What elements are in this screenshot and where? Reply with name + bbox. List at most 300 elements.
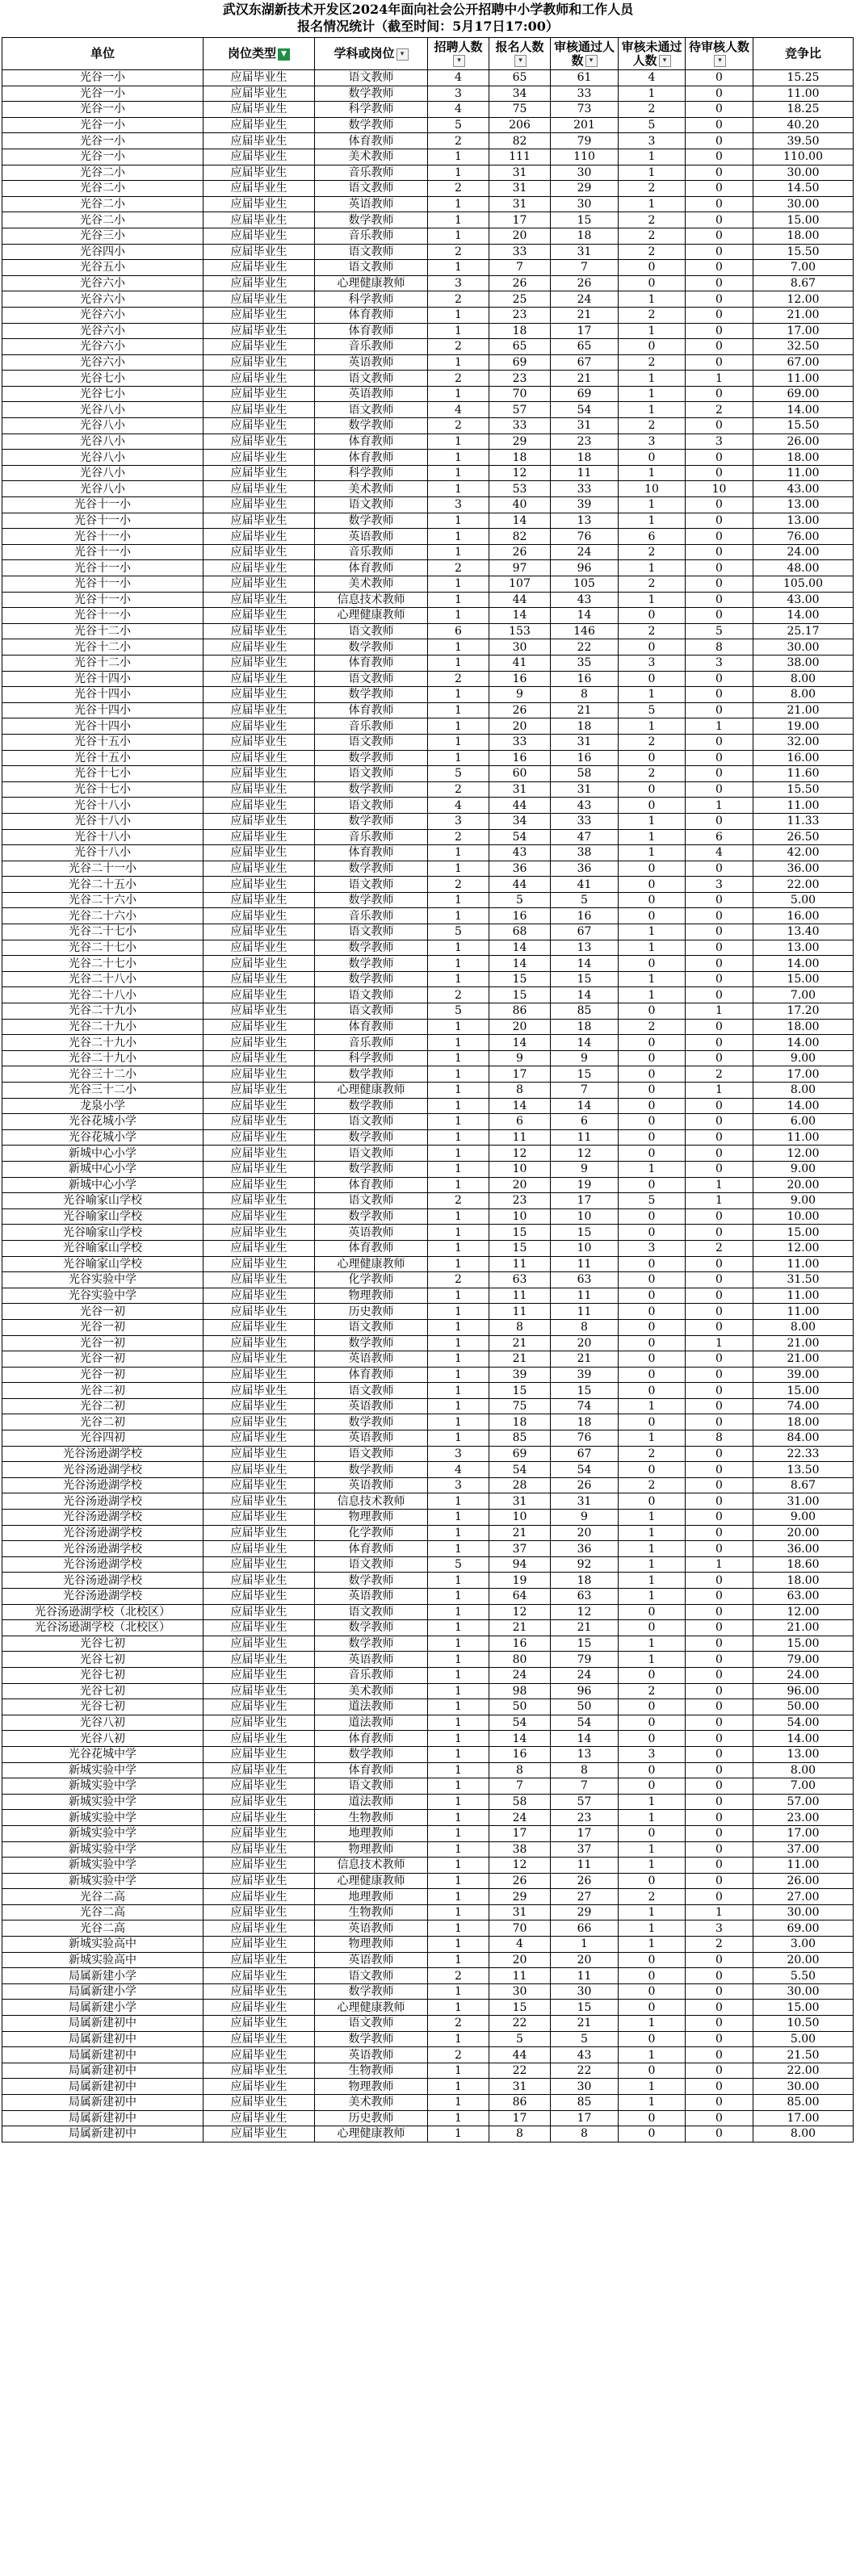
cell-failed[interactable]: 0 [619,1225,686,1241]
cell-unit[interactable]: 光谷十二小 [2,655,204,671]
cell-applicants[interactable]: 63 [489,1272,551,1288]
cell-subject[interactable]: 体育教师 [315,1019,428,1035]
cell-failed[interactable]: 0 [619,908,686,924]
cell-passed[interactable]: 31 [551,781,619,798]
cell-recruit[interactable]: 1 [428,1620,489,1636]
cell-applicants[interactable]: 44 [489,2047,551,2063]
cell-subject[interactable]: 数学教师 [315,639,428,656]
cell-post-type[interactable]: 应届毕业生 [204,275,315,291]
cell-recruit[interactable]: 1 [428,465,489,481]
cell-ratio[interactable]: 13.00 [753,497,854,513]
cell-passed[interactable]: 24 [551,291,619,308]
cell-post-type[interactable]: 应届毕业生 [204,1715,315,1731]
cell-recruit[interactable]: 2 [428,371,489,387]
cell-applicants[interactable]: 20 [489,228,551,244]
cell-unit[interactable]: 光谷二十九小 [2,1035,204,1051]
cell-failed[interactable]: 1 [619,1573,686,1589]
cell-passed[interactable]: 20 [551,1952,619,1968]
cell-post-type[interactable]: 应届毕业生 [204,70,315,86]
cell-applicants[interactable]: 18 [489,1414,551,1430]
header-failed[interactable] [619,38,686,70]
cell-ratio[interactable]: 18.00 [753,450,854,466]
cell-subject[interactable]: 语文教师 [315,244,428,260]
cell-passed[interactable]: 11 [551,1858,619,1874]
cell-applicants[interactable]: 36 [489,861,551,877]
cell-pending[interactable]: 1 [686,1335,753,1351]
cell-post-type[interactable]: 应届毕业生 [204,2063,315,2079]
cell-subject[interactable]: 语文教师 [315,1604,428,1620]
cell-recruit[interactable]: 5 [428,117,489,133]
cell-recruit[interactable]: 4 [428,70,489,86]
cell-post-type[interactable]: 应届毕业生 [204,1858,315,1874]
cell-pending[interactable]: 0 [686,1858,753,1874]
cell-unit[interactable]: 光谷汤逊湖学校 [2,1573,204,1589]
cell-recruit[interactable]: 1 [428,1161,489,1177]
cell-passed[interactable]: 29 [551,181,619,197]
cell-recruit[interactable]: 1 [428,2063,489,2079]
cell-post-type[interactable]: 应届毕业生 [204,655,315,671]
cell-failed[interactable]: 1 [619,1636,686,1652]
cell-unit[interactable]: 新城实验中学 [2,1841,204,1858]
cell-ratio[interactable]: 13.40 [753,924,854,940]
cell-ratio[interactable]: 24.00 [753,544,854,560]
cell-subject[interactable]: 语文教师 [315,877,428,893]
cell-recruit[interactable]: 1 [428,734,489,750]
cell-ratio[interactable]: 5.50 [753,1968,854,1984]
cell-passed[interactable]: 15 [551,1066,619,1083]
cell-passed[interactable]: 21 [551,702,619,718]
cell-ratio[interactable]: 8.00 [753,1762,854,1778]
cell-applicants[interactable]: 70 [489,386,551,402]
cell-post-type[interactable]: 应届毕业生 [204,1430,315,1447]
cell-pending[interactable]: 0 [686,196,753,212]
cell-ratio[interactable]: 39.50 [753,133,854,149]
cell-failed[interactable]: 0 [619,1699,686,1715]
cell-recruit[interactable]: 3 [428,275,489,291]
cell-post-type[interactable]: 应届毕业生 [204,1050,315,1066]
cell-recruit[interactable]: 1 [428,1746,489,1762]
cell-subject[interactable]: 英语教师 [315,1652,428,1668]
cell-pending[interactable]: 0 [686,339,753,355]
cell-pending[interactable]: 3 [686,1920,753,1937]
cell-failed[interactable]: 1 [619,1510,686,1526]
cell-applicants[interactable]: 17 [489,1066,551,1083]
cell-pending[interactable]: 0 [686,1604,753,1620]
cell-unit[interactable]: 光谷八初 [2,1715,204,1731]
cell-unit[interactable]: 光谷一小 [2,149,204,165]
cell-failed[interactable]: 10 [619,481,686,497]
cell-post-type[interactable]: 应届毕业生 [204,513,315,529]
filter-active-icon[interactable]: ▼ [278,48,290,61]
cell-recruit[interactable]: 1 [428,196,489,212]
cell-subject[interactable]: 音乐教师 [315,165,428,181]
cell-recruit[interactable]: 1 [428,702,489,718]
cell-post-type[interactable]: 应届毕业生 [204,1920,315,1937]
cell-ratio[interactable]: 32.50 [753,339,854,355]
cell-pending[interactable]: 0 [686,1146,753,1162]
cell-pending[interactable]: 0 [686,102,753,118]
cell-passed[interactable]: 30 [551,196,619,212]
cell-ratio[interactable]: 14.00 [753,1731,854,1747]
cell-passed[interactable]: 24 [551,1667,619,1683]
cell-failed[interactable]: 0 [619,1983,686,2000]
cell-recruit[interactable]: 3 [428,813,489,829]
cell-subject[interactable]: 语文教师 [315,987,428,1003]
cell-pending[interactable]: 0 [686,1161,753,1177]
cell-applicants[interactable]: 23 [489,1193,551,1209]
cell-pending[interactable]: 0 [686,2047,753,2063]
cell-failed[interactable]: 1 [619,560,686,576]
cell-unit[interactable]: 光谷二十七小 [2,956,204,972]
cell-subject[interactable]: 美术教师 [315,149,428,165]
cell-ratio[interactable]: 21.00 [753,1335,854,1351]
cell-passed[interactable]: 24 [551,544,619,560]
cell-applicants[interactable]: 14 [489,513,551,529]
cell-post-type[interactable]: 应届毕业生 [204,798,315,814]
cell-subject[interactable]: 信息技术教师 [315,592,428,608]
cell-post-type[interactable]: 应届毕业生 [204,718,315,735]
cell-applicants[interactable]: 10 [489,1510,551,1526]
cell-applicants[interactable]: 97 [489,560,551,576]
cell-unit[interactable]: 光谷七初 [2,1652,204,1668]
cell-post-type[interactable]: 应届毕业生 [204,940,315,956]
cell-passed[interactable]: 12 [551,1604,619,1620]
cell-passed[interactable]: 11 [551,1304,619,1320]
cell-ratio[interactable]: 26.00 [753,1873,854,1889]
cell-pending[interactable]: 0 [686,1256,753,1272]
cell-failed[interactable]: 1 [619,196,686,212]
cell-passed[interactable]: 21 [551,1620,619,1636]
cell-applicants[interactable]: 26 [489,702,551,718]
cell-subject[interactable]: 体育教师 [315,434,428,450]
cell-subject[interactable]: 语文教师 [315,371,428,387]
cell-pending[interactable]: 0 [686,1351,753,1368]
cell-unit[interactable]: 光谷十一小 [2,560,204,576]
cell-ratio[interactable]: 105.00 [753,576,854,593]
cell-ratio[interactable]: 15.50 [753,244,854,260]
cell-unit[interactable]: 光谷六小 [2,291,204,308]
cell-pending[interactable]: 0 [686,117,753,133]
cell-recruit[interactable]: 1 [428,1367,489,1383]
cell-failed[interactable]: 0 [619,1129,686,1146]
cell-failed[interactable]: 2 [619,576,686,593]
cell-pending[interactable]: 0 [686,2110,753,2126]
cell-failed[interactable]: 1 [619,1398,686,1414]
cell-failed[interactable]: 0 [619,1272,686,1288]
cell-passed[interactable]: 22 [551,639,619,656]
cell-pending[interactable]: 0 [686,275,753,291]
cell-recruit[interactable]: 1 [428,1129,489,1146]
cell-subject[interactable]: 数学教师 [315,212,428,228]
cell-recruit[interactable]: 1 [428,718,489,735]
cell-applicants[interactable]: 31 [489,196,551,212]
cell-subject[interactable]: 英语教师 [315,529,428,545]
cell-post-type[interactable]: 应届毕业生 [204,1161,315,1177]
cell-unit[interactable]: 光谷十四小 [2,702,204,718]
cell-passed[interactable]: 15 [551,971,619,987]
cell-pending[interactable]: 0 [686,323,753,339]
cell-passed[interactable]: 33 [551,813,619,829]
cell-passed[interactable]: 30 [551,165,619,181]
cell-subject[interactable]: 体育教师 [315,1731,428,1747]
cell-post-type[interactable]: 应届毕业生 [204,1003,315,1020]
cell-post-type[interactable]: 应届毕业生 [204,1256,315,1272]
cell-pending[interactable]: 0 [686,813,753,829]
cell-applicants[interactable]: 31 [489,781,551,798]
cell-post-type[interactable]: 应届毕业生 [204,418,315,434]
cell-recruit[interactable]: 5 [428,1556,489,1573]
cell-pending[interactable]: 0 [686,1288,753,1304]
cell-unit[interactable]: 光谷一初 [2,1319,204,1335]
cell-applicants[interactable]: 23 [489,307,551,323]
cell-applicants[interactable]: 17 [489,1825,551,1841]
cell-passed[interactable]: 15 [551,212,619,228]
cell-ratio[interactable]: 16.00 [753,908,854,924]
cell-ratio[interactable]: 42.00 [753,845,854,861]
cell-failed[interactable]: 0 [619,1177,686,1193]
cell-unit[interactable]: 光谷二高 [2,1889,204,1905]
cell-ratio[interactable]: 15.00 [753,1383,854,1399]
cell-ratio[interactable]: 11.33 [753,813,854,829]
cell-passed[interactable]: 22 [551,2063,619,2079]
cell-failed[interactable]: 0 [619,798,686,814]
cell-unit[interactable]: 光谷一小 [2,102,204,118]
cell-recruit[interactable]: 1 [428,450,489,466]
cell-recruit[interactable]: 1 [428,1920,489,1937]
cell-pending[interactable]: 1 [686,798,753,814]
cell-failed[interactable]: 0 [619,1351,686,1368]
cell-subject[interactable]: 科学教师 [315,291,428,308]
cell-recruit[interactable]: 1 [428,2031,489,2047]
cell-failed[interactable]: 1 [619,1589,686,1605]
cell-unit[interactable]: 光谷二小 [2,196,204,212]
cell-passed[interactable]: 9 [551,1161,619,1177]
cell-pending[interactable]: 0 [686,386,753,402]
cell-subject[interactable]: 体育教师 [315,450,428,466]
cell-applicants[interactable]: 19 [489,1573,551,1589]
cell-pending[interactable]: 0 [686,465,753,481]
cell-unit[interactable]: 光谷十四小 [2,671,204,687]
cell-subject[interactable]: 心理健康教师 [315,1256,428,1272]
cell-ratio[interactable]: 15.25 [753,70,854,86]
cell-failed[interactable]: 0 [619,1825,686,1841]
cell-applicants[interactable]: 24 [489,1667,551,1683]
cell-passed[interactable]: 65 [551,339,619,355]
cell-subject[interactable]: 历史教师 [315,2110,428,2126]
cell-subject[interactable]: 数学教师 [315,1335,428,1351]
cell-post-type[interactable]: 应届毕业生 [204,1129,315,1146]
cell-failed[interactable]: 3 [619,133,686,149]
cell-ratio[interactable]: 15.50 [753,418,854,434]
cell-post-type[interactable]: 应届毕业生 [204,386,315,402]
cell-subject[interactable]: 数学教师 [315,1620,428,1636]
cell-recruit[interactable]: 1 [428,323,489,339]
cell-unit[interactable]: 光谷喻家山学校 [2,1225,204,1241]
cell-unit[interactable]: 局属新建初中 [2,2095,204,2111]
cell-passed[interactable]: 146 [551,623,619,639]
cell-recruit[interactable]: 5 [428,924,489,940]
cell-subject[interactable]: 音乐教师 [315,228,428,244]
cell-passed[interactable]: 73 [551,102,619,118]
cell-failed[interactable]: 0 [619,1493,686,1510]
cell-post-type[interactable]: 应届毕业生 [204,1414,315,1430]
cell-unit[interactable]: 光谷十八小 [2,845,204,861]
cell-applicants[interactable]: 21 [489,1620,551,1636]
cell-pending[interactable]: 0 [686,1652,753,1668]
cell-unit[interactable]: 光谷汤逊湖学校 [2,1462,204,1478]
cell-pending[interactable]: 0 [686,1983,753,2000]
cell-ratio[interactable]: 7.00 [753,260,854,276]
cell-pending[interactable]: 0 [686,133,753,149]
cell-failed[interactable]: 0 [619,781,686,798]
cell-recruit[interactable]: 1 [428,212,489,228]
cell-subject[interactable]: 语文教师 [315,1968,428,1984]
cell-applicants[interactable]: 75 [489,1398,551,1414]
cell-recruit[interactable]: 1 [428,845,489,861]
cell-subject[interactable]: 生物教师 [315,1904,428,1920]
cell-unit[interactable]: 光谷十七小 [2,766,204,782]
cell-post-type[interactable]: 应届毕业生 [204,1746,315,1762]
cell-subject[interactable]: 数学教师 [315,971,428,987]
filter-dropdown-icon[interactable]: ▾ [714,55,726,67]
cell-ratio[interactable]: 19.00 [753,718,854,735]
cell-subject[interactable]: 语文教师 [315,260,428,276]
cell-recruit[interactable]: 1 [428,1083,489,1099]
cell-pending[interactable]: 0 [686,1398,753,1414]
cell-pending[interactable]: 0 [686,2000,753,2016]
cell-applicants[interactable]: 69 [489,354,551,371]
cell-post-type[interactable]: 应届毕业生 [204,450,315,466]
cell-failed[interactable]: 5 [619,117,686,133]
cell-applicants[interactable]: 68 [489,924,551,940]
cell-subject[interactable]: 信息技术教师 [315,1493,428,1510]
cell-subject[interactable]: 音乐教师 [315,718,428,735]
cell-post-type[interactable]: 应届毕业生 [204,86,315,102]
cell-subject[interactable]: 数学教师 [315,781,428,798]
cell-subject[interactable]: 语文教师 [315,1003,428,1020]
cell-unit[interactable]: 光谷十四小 [2,687,204,703]
cell-pending[interactable]: 0 [686,1319,753,1335]
cell-subject[interactable]: 英语教师 [315,1430,428,1447]
cell-pending[interactable]: 0 [686,450,753,466]
cell-unit[interactable]: 光谷六小 [2,307,204,323]
cell-recruit[interactable]: 1 [428,1319,489,1335]
cell-post-type[interactable]: 应届毕业生 [204,608,315,624]
cell-pending[interactable]: 0 [686,2016,753,2032]
cell-subject[interactable]: 数学教师 [315,117,428,133]
cell-passed[interactable]: 20 [551,1335,619,1351]
cell-passed[interactable]: 36 [551,861,619,877]
cell-post-type[interactable]: 应届毕业生 [204,212,315,228]
cell-applicants[interactable]: 14 [489,608,551,624]
cell-pending[interactable]: 1 [686,1193,753,1209]
cell-failed[interactable]: 1 [619,1652,686,1668]
cell-recruit[interactable]: 1 [428,908,489,924]
cell-failed[interactable]: 0 [619,1256,686,1272]
cell-pending[interactable]: 0 [686,1952,753,1968]
cell-recruit[interactable]: 1 [428,307,489,323]
cell-unit[interactable]: 光谷七小 [2,386,204,402]
cell-recruit[interactable]: 1 [428,2126,489,2142]
cell-failed[interactable]: 6 [619,529,686,545]
cell-post-type[interactable]: 应届毕业生 [204,781,315,798]
filter-dropdown-icon[interactable]: ▾ [585,55,598,67]
cell-failed[interactable]: 0 [619,1778,686,1795]
cell-pending[interactable]: 1 [686,718,753,735]
cell-post-type[interactable]: 应届毕业生 [204,339,315,355]
cell-subject[interactable]: 语文教师 [315,1114,428,1130]
cell-ratio[interactable]: 8.00 [753,1319,854,1335]
cell-ratio[interactable]: 26.00 [753,434,854,450]
cell-failed[interactable]: 2 [619,734,686,750]
cell-passed[interactable]: 58 [551,766,619,782]
cell-applicants[interactable]: 18 [489,450,551,466]
cell-failed[interactable]: 1 [619,1810,686,1826]
header-unit[interactable] [2,38,204,70]
cell-unit[interactable]: 光谷八小 [2,481,204,497]
cell-applicants[interactable]: 21 [489,1335,551,1351]
cell-post-type[interactable]: 应届毕业生 [204,1477,315,1493]
cell-passed[interactable]: 26 [551,1873,619,1889]
cell-ratio[interactable]: 5.00 [753,892,854,908]
cell-ratio[interactable]: 13.00 [753,940,854,956]
cell-post-type[interactable]: 应届毕业生 [204,877,315,893]
cell-failed[interactable]: 2 [619,212,686,228]
cell-unit[interactable]: 光谷十一小 [2,576,204,593]
cell-passed[interactable]: 5 [551,892,619,908]
cell-applicants[interactable]: 10 [489,1161,551,1177]
filter-dropdown-icon[interactable]: ▾ [397,48,409,61]
cell-failed[interactable]: 1 [619,371,686,387]
cell-post-type[interactable]: 应届毕业生 [204,2047,315,2063]
cell-subject[interactable]: 英语教师 [315,1398,428,1414]
cell-ratio[interactable]: 43.00 [753,592,854,608]
cell-failed[interactable]: 0 [619,1304,686,1320]
cell-failed[interactable]: 1 [619,2079,686,2095]
cell-post-type[interactable]: 应届毕业生 [204,1351,315,1368]
cell-failed[interactable]: 3 [619,1240,686,1256]
cell-ratio[interactable]: 12.00 [753,1240,854,1256]
cell-passed[interactable]: 23 [551,1810,619,1826]
cell-unit[interactable]: 新城中心小学 [2,1177,204,1193]
cell-subject[interactable]: 数学教师 [315,418,428,434]
cell-pending[interactable]: 0 [686,1715,753,1731]
cell-failed[interactable]: 1 [619,1858,686,1874]
cell-subject[interactable]: 生物教师 [315,1810,428,1826]
cell-applicants[interactable]: 38 [489,1841,551,1858]
cell-pending[interactable]: 0 [686,1667,753,1683]
cell-subject[interactable]: 数学教师 [315,750,428,766]
cell-failed[interactable]: 2 [619,228,686,244]
cell-recruit[interactable]: 1 [428,2079,489,2095]
cell-passed[interactable]: 92 [551,1556,619,1573]
cell-post-type[interactable]: 应届毕业生 [204,1683,315,1699]
cell-post-type[interactable]: 应届毕业生 [204,1983,315,2000]
cell-subject[interactable]: 音乐教师 [315,908,428,924]
cell-unit[interactable]: 光谷二小 [2,212,204,228]
cell-applicants[interactable]: 31 [489,165,551,181]
cell-failed[interactable]: 0 [619,1715,686,1731]
cell-applicants[interactable]: 20 [489,718,551,735]
cell-failed[interactable]: 1 [619,1541,686,1557]
cell-post-type[interactable]: 应届毕业生 [204,1556,315,1573]
cell-passed[interactable]: 31 [551,1493,619,1510]
cell-applicants[interactable]: 29 [489,1889,551,1905]
cell-recruit[interactable]: 1 [428,1952,489,1968]
cell-ratio[interactable]: 25.17 [753,623,854,639]
cell-applicants[interactable]: 12 [489,1604,551,1620]
cell-post-type[interactable]: 应届毕业生 [204,544,315,560]
